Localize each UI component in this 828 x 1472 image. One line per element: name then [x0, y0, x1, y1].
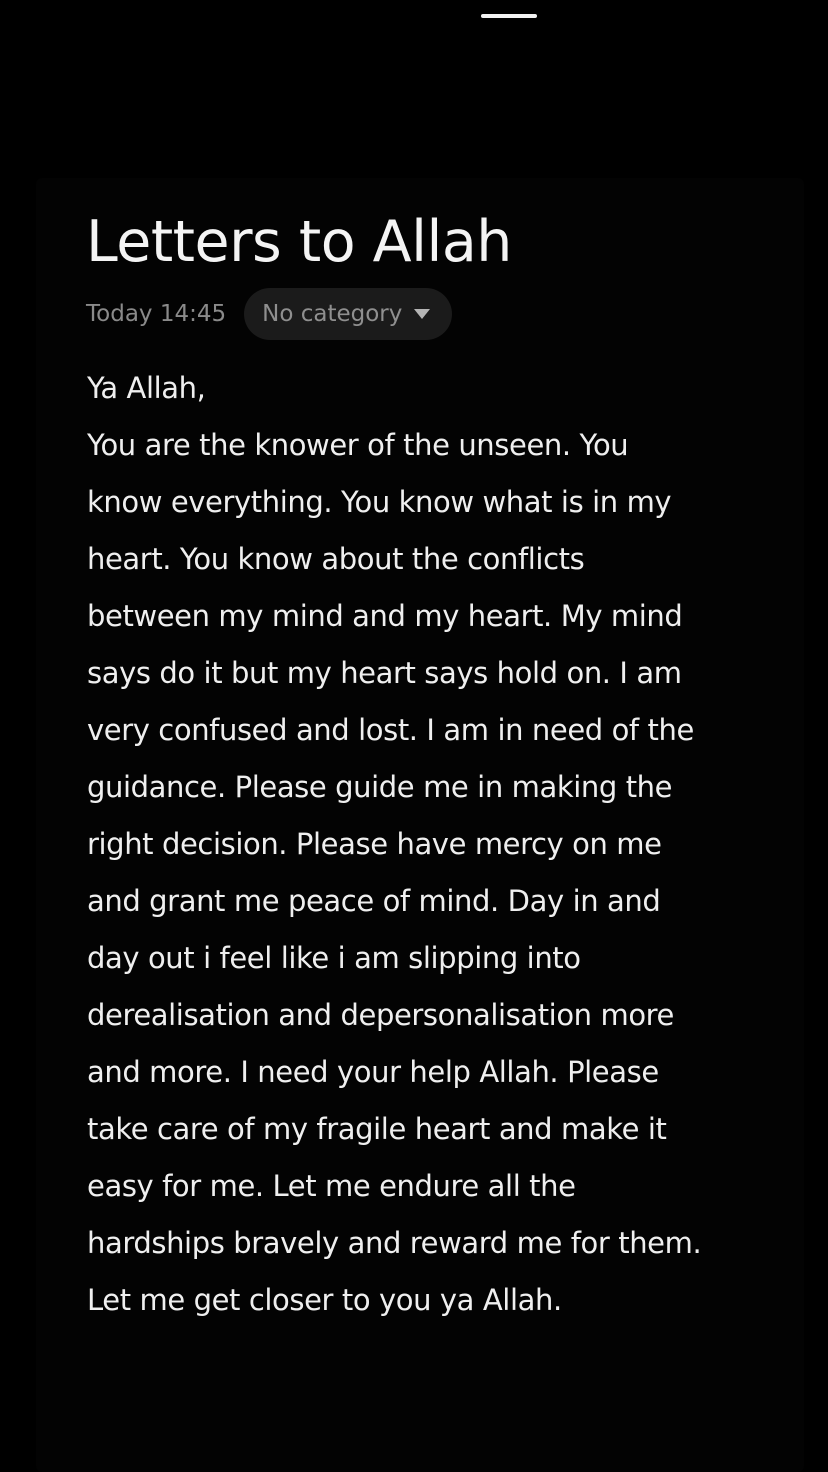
note-body[interactable]	[87, 360, 777, 1329]
body-line: Let me get closer to you ya Allah.	[87, 1283, 562, 1317]
body-line: and more. I need your help Allah. Please	[87, 1055, 659, 1089]
body-line: day out i feel like i am slipping into	[87, 941, 581, 975]
body-line: and grant me peace of mind. Day in and	[87, 884, 661, 918]
body-line: very confused and lost. I am in need of the	[87, 713, 694, 747]
body-line: guidance. Please guide me in making the	[87, 770, 673, 804]
body-line: take care of my fragile heart and make it	[87, 1112, 667, 1146]
note-timestamp: Today 14:45	[86, 301, 227, 327]
body-line: between my mind and my heart. My mind	[87, 599, 683, 633]
home-indicator[interactable]	[481, 14, 537, 18]
body-line: derealisation and depersonalisation more	[87, 998, 674, 1032]
body-line: hardships bravely and reward me for them.	[87, 1226, 702, 1260]
body-line: know everything. You know what is in my	[87, 485, 672, 519]
note-title[interactable]: Letters to Allah	[86, 209, 512, 275]
caret-down-icon	[414, 309, 430, 319]
body-line: says do it but my heart says hold on. I am	[87, 656, 682, 690]
category-dropdown[interactable]	[244, 288, 452, 340]
note-meta-row	[86, 288, 452, 340]
body-line: right decision. Please have mercy on me	[87, 827, 662, 861]
body-line: Ya Allah,	[87, 371, 206, 405]
category-label: No category	[262, 301, 403, 327]
body-line: heart. You know about the conflicts	[87, 542, 585, 576]
body-line: You are the knower of the unseen. You	[87, 428, 629, 462]
body-line: easy for me. Let me endure all the	[87, 1169, 576, 1203]
